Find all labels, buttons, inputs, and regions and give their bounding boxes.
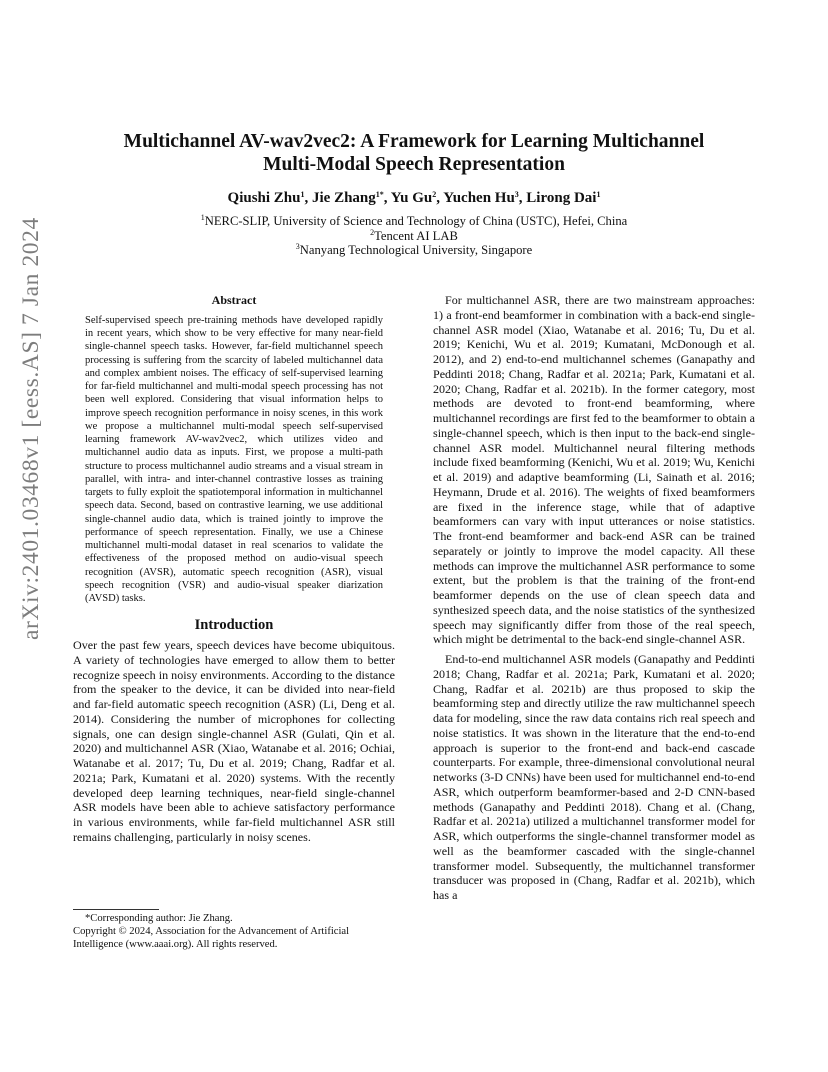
paper-title	[0, 130, 828, 176]
body-paragraph: For multichannel ASR, there are two mainstream approaches: 1) a front-end beamformer in combination with a back-end single-channel ASR model (Xiao, Watanabe et al. 2016; Tu, Du et al. 2019; Kenichi, Wu et al. 2019; Kumatani, McDonough et al. 2012), and 2) end-to-end multichannel schemes (Ganapathy and Peddinti 2018; Chang, Radfar et al. 2021a; Park, Kumatani et al. 2020; Chang, Radfar et al. 2021b). In the former category, most methods are devoted to front-end beamforming, where multichannel recordings are first fed to the beamformer to obtain a single-channel speech, which is then input to the back-end single-channel ASR model. Multichannel neural filtering methods include fixed beamforming (Kenichi, Wu et al. 2019; Wu, Kenichi et al. 2019) and adaptive beamforming (Li, Sainath et al. 2016; Heymann, Drude et al. 2016). The weights of fixed beamformers are fixed in the inference stage, while that of adaptive beamformers can vary with input utterances or noise statistics. The front-end beamformer and back-end ASR can be trained separately or jointly to improve the model capacity. All these methods can improve the multichannel ASR performance to some extent, but the problem is that the training of the front-end beamformer depends on the use of clean speech data and synthesized speech data, and the noise statistics of the synthesized speech may significantly differ from those of the real speech, which might be detrimental to the back-end single-channel ASR.	[433, 293, 755, 647]
abstract-heading: Abstract	[211, 293, 257, 307]
author: Jie Zhang$^{1*}$	[312, 190, 384, 206]
copyright-note: Copyright © 2024, Association for the Advancement of Artificial Intelligence (www.aaai.org). All rights reserved.	[73, 926, 350, 950]
author-list: Qiushi Zhu$^1$, Jie Zhang$^{1*}$, Yu Gu$^2$, Yuchen Hu$^3$, Lirong Dai$^1$	[227, 190, 601, 206]
author: Qiushi Zhu$^1$	[227, 190, 305, 206]
left-column	[73, 293, 395, 845]
abstract-text: Self-supervised speech pre-training methods have developed rapidly in recent years, which show to be very effective for many near-field single-channel speech tasks. However, far-field multichannel speech processing is suffering from the scarcity of labeled multichannel data and complex ambient noises. The efficacy of self-supervised learning for far-field multichannel and multi-modal speech processing has not been well explored. Considering that visual information helps to improve speech recognition performance in noisy scenes, in this work we propose a multichannel multi-modal speech self-supervised learning framework AV-wav2vec2, which utilizes video and multichannel audio data as inputs. First, we propose a multi-path structure to process multichannel audio streams and a visual stream in parallel, with intra- and inter-channel contrastive losses as training targets to fully exploit the spatiotemporal information in multichannel speech data. Second, based on contrastive learning, we use additional single-channel audio data, which is trained jointly to improve the performance of speech representation. Finally, we use a Chinese multichannel multi-modal dataset in real scenarios to validate the effectiveness of the proposed method on audio-visual speech recognition (AVSR), automatic speech recognition (ASR), visual speech recognition (VSR) and audio-visual speaker diarization (AVSD) tasks.	[85, 314, 383, 604]
body-paragraph: End-to-end multichannel ASR models (Ganapathy and Peddinti 2018; Chang, Radfar et al. 2021a; Park, Kumatani et al. 2020; Chang, Radfar et al. 2021b) are thus proposed to skip the beamforming step and directly utilize the raw multichannel speech data for modeling, since the raw data contains rich real speech and noise statistics. It was shown in the literature that the end-to-end approach is superior to the front-end and back-end cascade counterparts. For example, three-dimensional convolutional neural networks (3-D CNNs) have been used for multichannel end-to-end ASR, which outperform beamformer-based and 2-D CNN-based methods (Ganapathy and Peddinti 2018). Chang et al. (Chang, Radfar et al. 2021a) utilized a multichannel transformer model for ASR, which outperforms the single-channel transformer model as well as the beamformer cascaded with the single-channel transformer model. Subsequently, the multichannel transformer transducer was proposed in (Chang, Radfar et al. 2021b), which has a	[433, 652, 755, 902]
corresponding-author-note: *Corresponding author: Jie Zhang.	[85, 913, 233, 924]
affiliation-list	[0, 214, 828, 258]
paper-title-line-1: Multichannel AV-wav2vec2: A Framework for Learning Multichannel	[123, 131, 705, 152]
introduction-paragraph: Over the past few years, speech devices have become ubiquitous. A variety of technologies have emerged to allow them to better recognize speech in noisy environments. According to the distance from the speaker to the device, it can be divided into near-field and far-field automatic speech recognition (ASR) (Li, Deng et al. 2014). Considering the number of microphones for collecting signals, one can design single-channel ASR (Gulati, Qin et al. 2020) and multichannel ASR (Xiao, Watanabe et al. 2016; Ochiai, Watanabe et al. 2017; Tu, Du et al. 2019; Chang, Radfar et al. 2021a; Park, Kumatani et al. 2020) systems. With the recently developed deep learning techniques, near-field single-channel ASR models have been able to achieve satisfactory performance in various environments, while far-field multichannel ASR still remains challenging, particularly in noisy scenes.	[73, 638, 395, 844]
introduction-heading: Introduction	[194, 617, 274, 634]
author: Yu Gu$^2$	[390, 190, 437, 206]
author: Lirong Dai$^1$	[526, 190, 601, 206]
author: Yuchen Hu$^3$	[443, 190, 519, 206]
paper-title-line-2: Multi-Modal Speech Representation	[263, 154, 565, 175]
affiliation: $^2$Tencent AI LAB	[370, 227, 458, 243]
arxiv-identifier: arXiv:2401.03468v1 [eess.AS] 7 Jan 2024	[18, 217, 44, 640]
footnote-divider	[73, 909, 159, 910]
affiliation: $^1$NERC-SLIP, University of Science and Technology of China (USTC), Hefei, China	[200, 213, 628, 228]
footnote	[73, 912, 395, 951]
right-column	[433, 293, 755, 903]
affiliation: $^3$Nanyang Technological University, Singapore	[295, 242, 533, 257]
